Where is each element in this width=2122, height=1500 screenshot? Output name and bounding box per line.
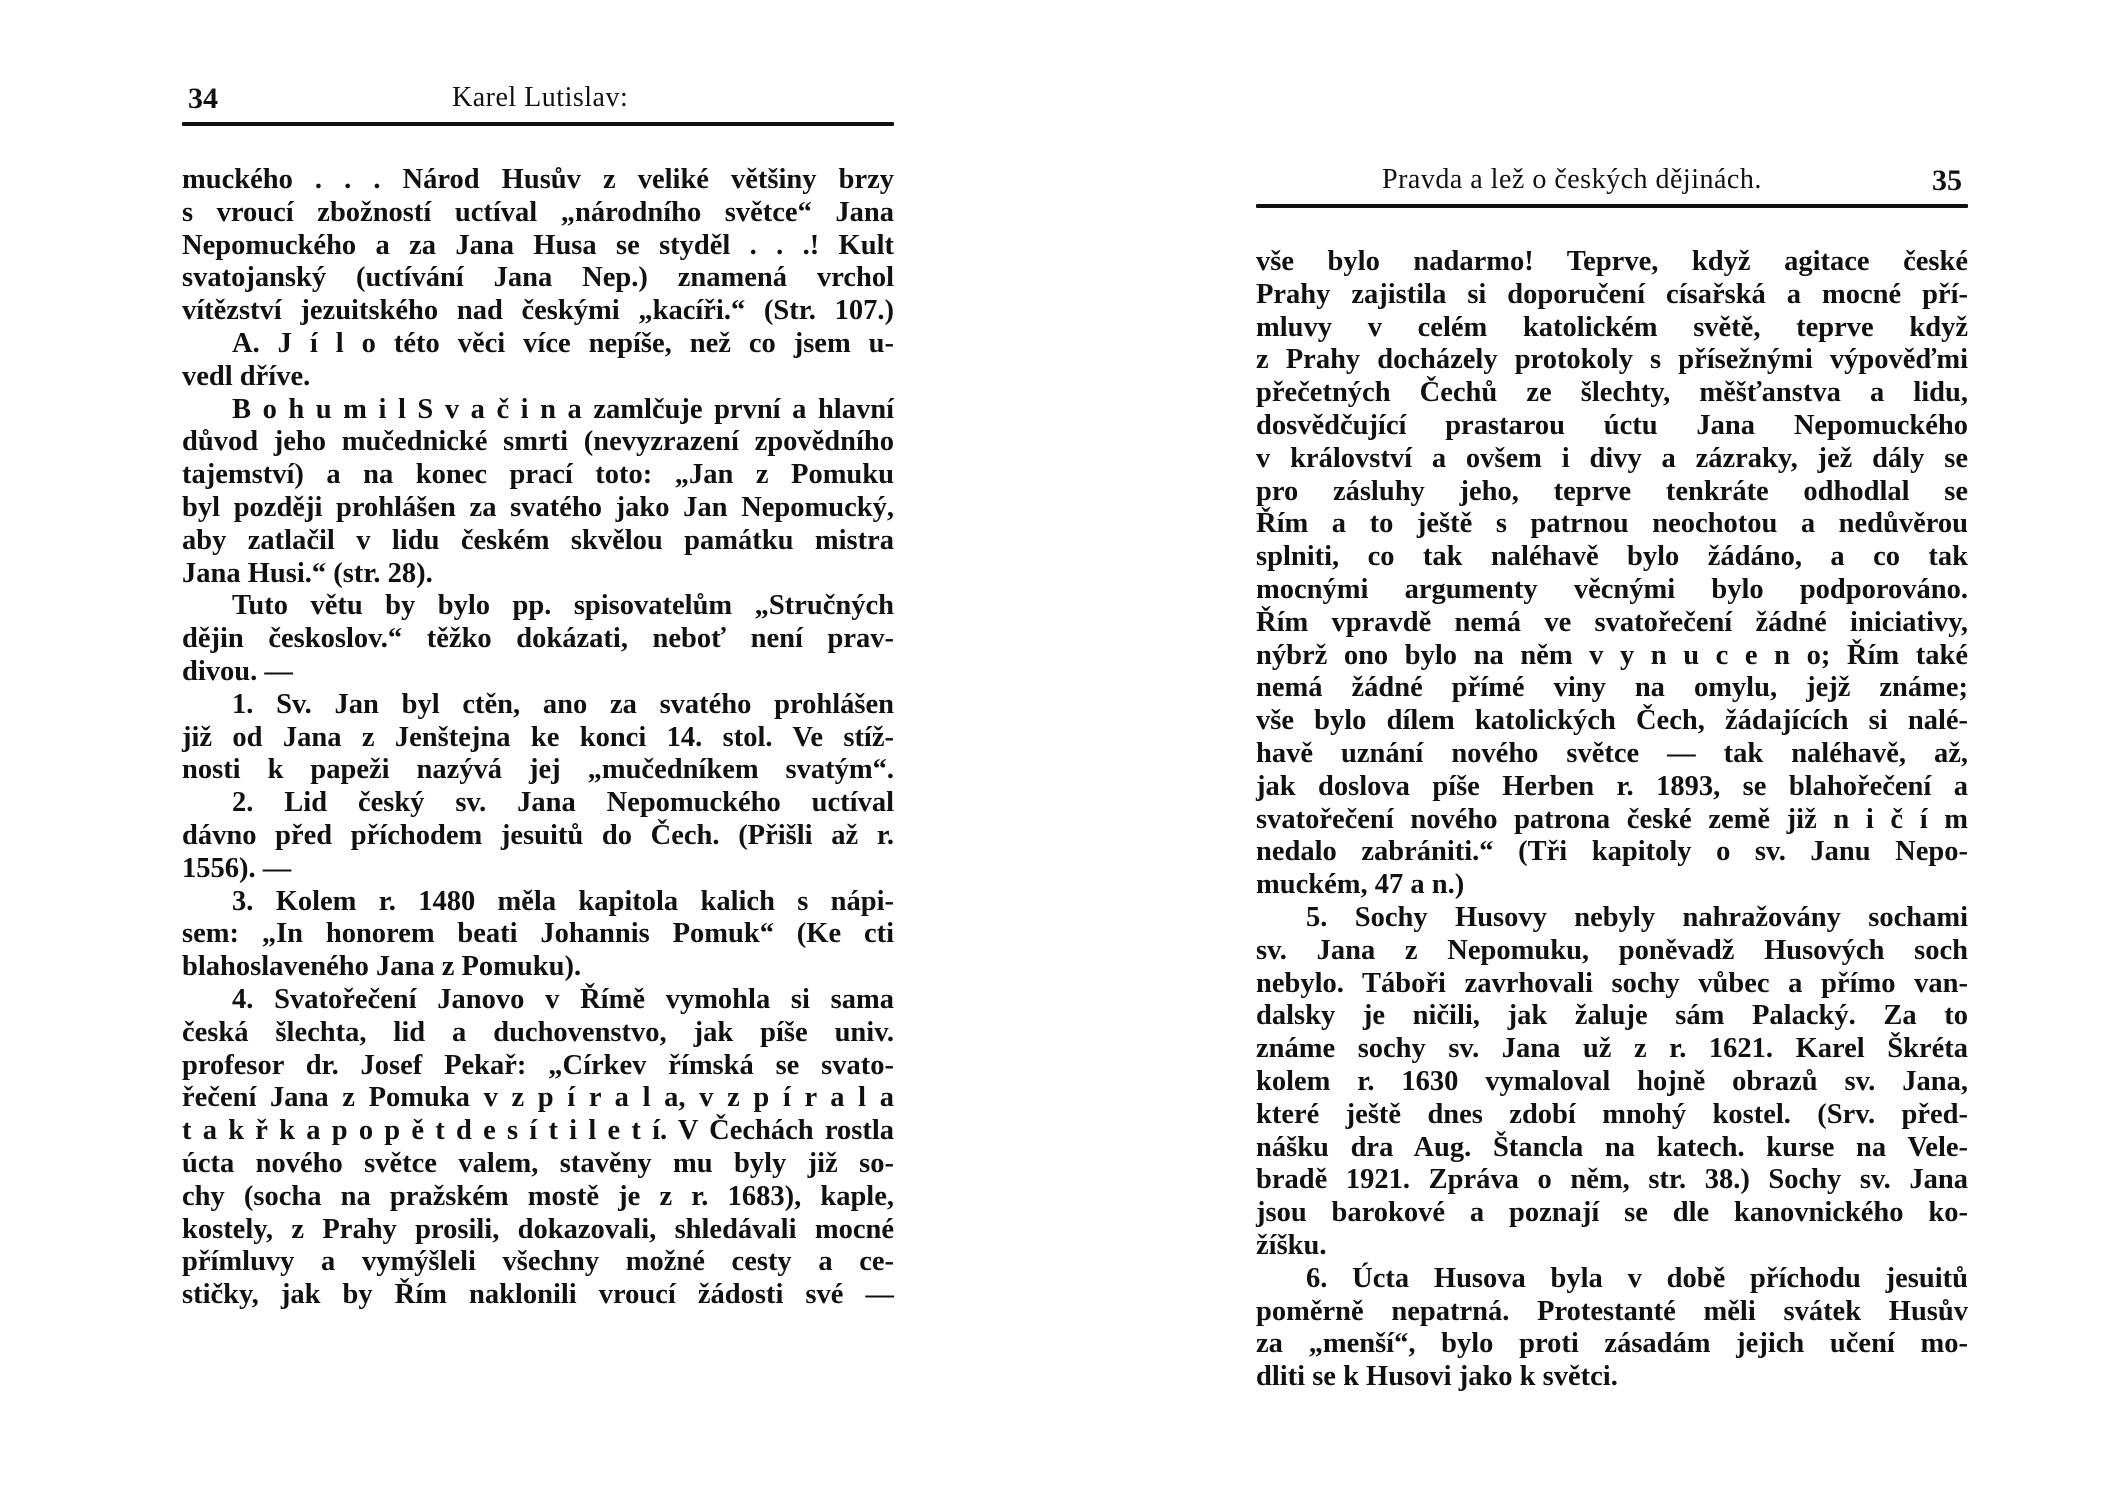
text-line: mluvy v celém katolickém světě, teprve když <box>1256 311 1968 343</box>
text-line: muckém, 47 a n.) <box>1256 869 1465 901</box>
page-number: 35 <box>1932 164 1962 197</box>
text-line: dliti se k Husovi jako k světci. <box>1256 1361 1618 1393</box>
text-line: nemá žádné přímé viny na omylu, jejž známe; <box>1256 672 1968 704</box>
text-line: nosti k papeži nazývá jej „mučedníkem svatým“. <box>182 754 894 786</box>
text-line: Prahy zajistila si doporučení císařská a mocné pří- <box>1256 278 1968 310</box>
text-line: přečetných Čechů ze šlechty, měšťanstva a lidu, <box>1256 377 1968 409</box>
text-line: profesor dr. Josef Pekař: „Církev římská se svato- <box>182 1049 894 1081</box>
text-line: které ještě dnes zdobí mnohý kostel. (Srv. před- <box>1256 1098 1968 1130</box>
text-line: svatořečení nového patrona české země již n i č í m <box>1256 803 1968 835</box>
header-rule <box>182 122 894 126</box>
text-line: 1556). — <box>182 852 292 884</box>
text-line: chy (socha na pražském mostě je z r. 1683), kaple, <box>182 1180 894 1212</box>
text-line: řečení Jana z Pomuka v z p í r a l a, v z p í r a l a <box>182 1082 894 1114</box>
text-line: havě uznání nového světce — tak naléhavě, až, <box>1256 737 1968 769</box>
text-line: nášku dra Aug. Štancla na katech. kurse na Vele- <box>1256 1131 1968 1163</box>
text-line: kolem r. 1630 vymaloval hojně obrazů sv. Jana, <box>1256 1065 1968 1097</box>
text-line: vedl dříve. <box>182 360 311 392</box>
running-head <box>182 80 894 120</box>
text-line: známe sochy sv. Jana už z r. 1621. Karel Škréta <box>1256 1033 1968 1065</box>
text-line: 3. Kolem r. 1480 měla kapitola kalich s nápi- <box>232 885 894 917</box>
text-line: v království a ovšem i divy a zázraky, jež dály se <box>1256 442 1968 474</box>
text-line: svatojanský (uctívání Jana Nep.) znamená vrchol <box>182 262 894 294</box>
text-line: vše bylo dílem katolických Čech, žádajících si nalé- <box>1256 705 1968 737</box>
text-line: nedalo zabrániti.“ (Tři kapitoly o sv. Janu Nepo- <box>1256 836 1968 868</box>
text-line: blahoslaveného Jana z Pomuku). <box>182 951 582 983</box>
text-line: úcta nového světce valem, stavěny mu byly již so- <box>182 1147 894 1179</box>
running-title: Karel Lutislav: <box>452 82 629 113</box>
text-line: 5. Sochy Husovy nebyly nahražovány sochami <box>1306 901 1968 933</box>
text-line: již od Jana z Jenštejna ke konci 14. stol. Ve stíž- <box>182 721 894 753</box>
text-line: poměrně nepatrná. Protestanté měli svátek Husův <box>1256 1295 1968 1327</box>
text-line: sem: „In honorem beati Johannis Pomuk“ (Ke cti <box>182 918 894 950</box>
text-line: s vroucí zbožností uctíval „národního světce“ Jana <box>182 196 894 228</box>
page-number: 34 <box>188 82 218 115</box>
text-line: nýbrž ono bylo na něm v y n u c e n o; Řím také <box>1256 639 1968 671</box>
text-line: přímluvy a vymýšleli všechny možné cesty a ce- <box>182 1246 894 1278</box>
text-line: jsou barokové a poznají se dle kanovnického ko- <box>1256 1197 1968 1229</box>
text-line: Jana Husi.“ (str. 28). <box>182 557 433 589</box>
text-line: pro zásluhy jeho, teprve tenkráte odhodlal se <box>1256 475 1968 507</box>
text-line: jak doslova píše Herben r. 1893, se blahořečení a <box>1256 770 1968 802</box>
text-line: divou. — <box>182 655 293 687</box>
text-line: dosvědčující prastarou úctu Jana Nepomuckého <box>1256 409 1968 441</box>
text-line: mocnými argumenty věcnými bylo podporováno. <box>1256 573 1968 605</box>
body-text <box>182 164 894 1312</box>
text-line: muckého . . . Národ Husův z veliké většiny brzy <box>182 164 894 195</box>
text-line: B o h u m i l S v a č i n a zamlčuje první a hlavní <box>232 393 894 425</box>
text-line: Řím vpravdě nemá ve svatořečení žádné iniciativy, <box>1256 606 1968 638</box>
text-line: 1. Sv. Jan byl ctěn, ano za svatého prohlášen <box>232 688 894 720</box>
text-line: kostely, z Prahy prosili, dokazovali, shledávali mocné <box>182 1213 894 1245</box>
text-line: t a k ř k a p o p ě t d e s í t i l e t í. V Čechách rostla <box>182 1115 894 1147</box>
text-line: aby zatlačil v lidu českém skvělou památku mistra <box>182 524 894 556</box>
body-text <box>1256 246 1968 1394</box>
text-line: vše bylo nadarmo! Teprve, když agitace české <box>1256 246 1968 277</box>
text-line: nebylo. Táboři zavrhovali sochy vůbec a přímo van- <box>1256 967 1968 999</box>
text-line: Nepomuckého a za Jana Husa se styděl . . .! Kult <box>182 229 894 261</box>
text-line: Tuto větu by bylo pp. spisovatelům „Stručných <box>232 590 894 622</box>
text-line: dějin českoslov.“ těžko dokázati, neboť není prav- <box>182 623 894 655</box>
text-line: dávno před příchodem jesuitů do Čech. (Přišli až r. <box>182 819 894 851</box>
text-line: dalsky je ničili, jak žaluje sám Palacký. Za to <box>1256 1000 1968 1032</box>
text-line: byl později prohlášen za svatého jako Jan Nepomucký, <box>182 491 894 523</box>
text-line: 6. Úcta Husova byla v době příchodu jesuitů <box>1306 1262 1968 1294</box>
text-line: stičky, jak by Řím naklonili vroucí žádosti své — <box>182 1279 894 1311</box>
right-page <box>1256 162 1968 1394</box>
text-line: Řím a to ještě s patrnou neochotou a nedůvěrou <box>1256 508 1968 540</box>
running-head <box>1256 162 1968 202</box>
text-line: bradě 1921. Zpráva o něm, str. 38.) Sochy sv. Jana <box>1256 1164 1968 1196</box>
text-line: česká šlechta, lid a duchovenstvo, jak píše univ. <box>182 1016 894 1048</box>
text-line: z Prahy docházely protokoly s přísežnými výpověďmi <box>1256 344 1968 376</box>
text-line: důvod jeho mučednické smrti (nevyzrazení zpovědního <box>182 426 894 458</box>
text-line: za „menší“, bylo proti zásadám jejich učení mo- <box>1256 1328 1968 1360</box>
text-line: splniti, co tak naléhavě bylo žádáno, a co tak <box>1256 541 1968 573</box>
text-line: 4. Svatořečení Janovo v Římě vymohla si sama <box>232 983 894 1015</box>
header-rule <box>1256 204 1968 208</box>
text-line: tajemství) a na konec prací toto: „Jan z Pomuku <box>182 459 894 491</box>
text-line: vítězství jezuitského nad českými „kacíři.“ (Str. 107.) <box>182 295 894 327</box>
text-line: žíšku. <box>1256 1229 1327 1261</box>
text-line: A. J í l o této věci více nepíše, než co jsem u- <box>232 327 894 359</box>
running-title: Pravda a lež o českých dějinách. <box>1382 164 1762 195</box>
left-page <box>182 80 894 1312</box>
text-line: 2. Lid český sv. Jana Nepomuckého uctíval <box>232 787 894 819</box>
text-line: sv. Jana z Nepomuku, poněvadž Husových soch <box>1256 934 1968 966</box>
